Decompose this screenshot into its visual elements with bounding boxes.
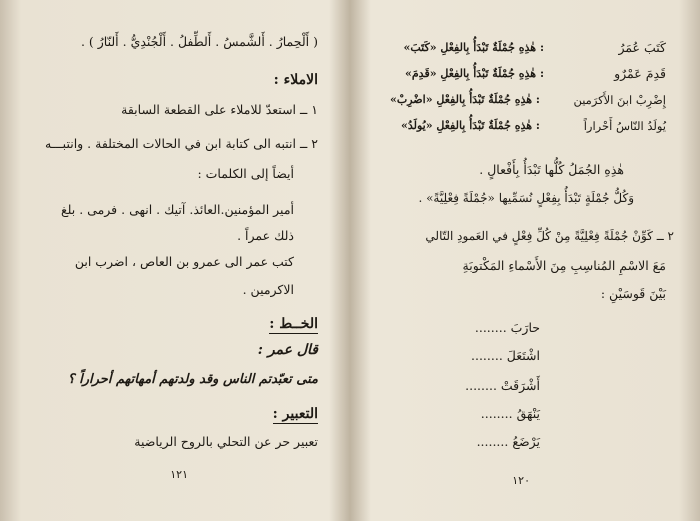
imla-heading: الاملاء : bbox=[273, 72, 318, 88]
tabir-heading: التعبير : bbox=[272, 406, 318, 422]
example-row-2-desc: : هٰذِهِ جُمْلَةٌ تَبْدَأُ بِالفِعْلِ «قَدِمَ» bbox=[404, 67, 544, 80]
khatt-heading: الخــط : bbox=[269, 316, 318, 332]
imla-words-line-1: أمير المؤمنين.العائذ. آتيك . انهى . فرمى . بلغ bbox=[60, 202, 294, 217]
blank-dots: ........ bbox=[465, 378, 497, 393]
tabir-text: تعبير حر عن التحلي بالروح الرياضية bbox=[134, 434, 318, 449]
page-number-left: ١٢١ bbox=[170, 468, 188, 481]
exercise-2-line-2: مَعَ الاسْمِ المُناسِبِ مِنَ الأَسْماءِ المَكْتوبَةِ bbox=[462, 258, 666, 273]
example-row-1-desc: : هٰذِهِ جُمْلَةٌ تَبْدَأُ بِالفِعْلِ «كَتَبَ» bbox=[403, 41, 544, 54]
summary-line-2: وَكُلُّ جُمْلَةٍ تَبْدَأُ بِفِعْلٍ نُسَمِّيها «جُمْلَةً فِعْلِيَّةً» . bbox=[418, 191, 634, 205]
verb-word: أَشْرَقَتْ bbox=[500, 378, 540, 393]
example-row-4-word: يُولَدُ النّاسُ أَحْراراً bbox=[583, 119, 666, 133]
exercise-2-line-3: بَيْنَ قَوسَيْنِ : bbox=[600, 286, 666, 301]
verb-item bbox=[475, 320, 540, 336]
word-list-line: ( أَلْحِمارُ . أَلشَّمسُ . أَلطِّفلُ . أَلْجُنْدِيُّ . أَلنّارُ ) . bbox=[80, 34, 318, 49]
imla-item-2-line-2: أيضاً إلى الكلمات : bbox=[197, 166, 294, 181]
blank-dots: ........ bbox=[476, 434, 509, 449]
handwriting-quote: متى تعبّدتم الناس وقد ولدتهم أمهاتهم أحراراً ؟ bbox=[67, 372, 318, 387]
example-row-2-word: قَدِمَ عَمْرٌو bbox=[614, 66, 666, 81]
example-row-3-word: إِضْرِبْ ابنَ الأَكرَمين bbox=[573, 93, 666, 107]
verb-word: حارَبَ bbox=[510, 320, 540, 335]
verb-word: يَرْضَعُ bbox=[512, 434, 540, 449]
verb-item bbox=[477, 434, 540, 450]
verb-item bbox=[471, 348, 540, 364]
imla-item-1: ١ ــ استعدّ للاملاء على القطعة السابقة bbox=[121, 102, 318, 117]
page-number-right: ١٢٠ bbox=[512, 474, 530, 487]
imla-words-line-2: ذلك عمراً . bbox=[237, 228, 294, 243]
verb-word: يَنْهَقُ bbox=[516, 406, 540, 421]
verb-word: اشْتَعَلَ bbox=[506, 348, 540, 363]
imla-item-2-line-1: ٢ ــ انتبه الى كتابة ابن في الحالات المختلفة . وانتبـــه bbox=[44, 136, 318, 151]
example-row-3-desc: : هٰذِهِ جُمْلَةٌ تَبْدَأُ بِالفِعْلِ «اضْرِبْ» bbox=[390, 93, 540, 106]
right-page bbox=[362, 14, 680, 508]
example-row-1-word: كَتَبَ عُمَرُ bbox=[618, 40, 666, 55]
blank-dots: ........ bbox=[480, 406, 513, 421]
example-row-4-desc: : هٰذِهِ جُمْلَةٌ تَبْدَأُ بِالفِعْلِ «يُولَدُ» bbox=[400, 119, 540, 132]
blank-dots: ........ bbox=[471, 348, 503, 363]
left-page bbox=[20, 14, 338, 508]
exercise-2-line-1: ٢ ــ كَوِّنْ جُمْلَةً فِعْلِيَّةً مِنْ كُلِّ فِعْلٍ في العَمودِ التّالي bbox=[425, 229, 674, 243]
blank-dots: ........ bbox=[474, 320, 507, 335]
summary-line-1: هٰذِهِ الجُمَلُ كُلُّها تَبْدَأُ بِأَفْعالٍ . bbox=[479, 162, 624, 177]
imla-sentence-line-1: كتب عمر الى عمرو بن العاص ، اضرب ابن bbox=[74, 254, 294, 269]
verb-item bbox=[465, 378, 540, 394]
verb-item bbox=[481, 406, 540, 422]
imla-sentence-line-2: الاكرمين . bbox=[242, 282, 294, 297]
qala-umar: قال عمر : bbox=[257, 342, 318, 358]
